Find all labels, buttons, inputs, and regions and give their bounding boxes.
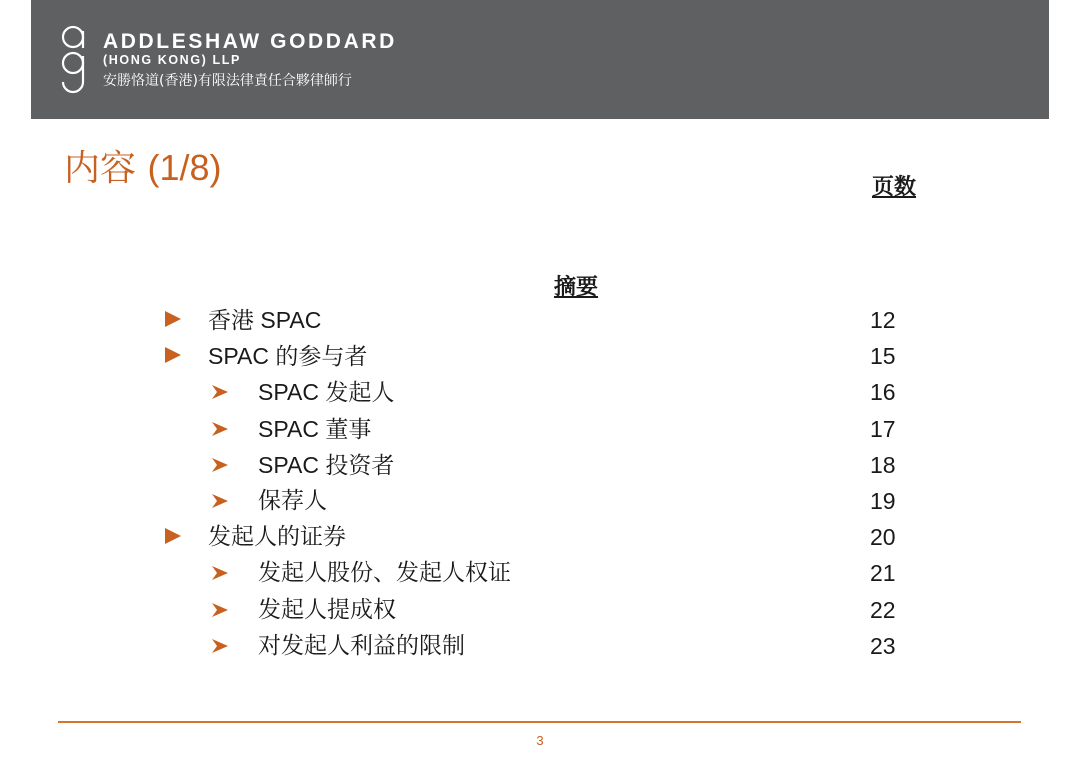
toc-item-page-number: 18 <box>870 451 896 478</box>
toc-item-label-chinese: 投资者 <box>325 452 395 479</box>
section-title: 摘要 <box>554 274 599 300</box>
toc-item-label-chinese: 香港 <box>208 308 254 334</box>
toc-item-label-latin: SPAC <box>258 415 326 442</box>
arrowhead-bullet-icon <box>211 420 229 438</box>
toc-item-label-chinese: 发起人提成权 <box>258 596 396 623</box>
toc-item-page-number: 19 <box>870 488 896 514</box>
toc-item-label-latin: SPAC <box>208 343 276 370</box>
toc-item <box>0 519 1080 555</box>
arrowhead-bullet-icon <box>211 383 229 401</box>
toc-item-label-chinese: 的参与者 <box>275 344 368 371</box>
firm-chinese-name: 安勝恪道(香港)有限法律責任合夥律師行 <box>103 73 352 89</box>
toc-item <box>0 302 1080 338</box>
firm-subtitle: (HONG KONG) LLP <box>103 53 241 67</box>
toc-item-label-chinese: 发起人的证券 <box>208 524 346 551</box>
arrowhead-bullet-icon <box>211 637 229 655</box>
header-banner <box>31 0 1049 119</box>
arrowhead-bullet-icon <box>211 564 229 582</box>
toc-item-label <box>208 338 367 375</box>
toc-item <box>0 411 1080 447</box>
toc-item-page-number: 20 <box>870 524 896 551</box>
toc-item-label <box>258 483 327 519</box>
toc-item-label-latin: SPAC <box>258 379 326 406</box>
toc-item-page-number: 21 <box>870 560 896 587</box>
toc-item-page-number: 22 <box>870 596 896 623</box>
toc-item-label-tail: SPAC <box>254 307 322 333</box>
footer-page-number: 3 <box>536 733 544 748</box>
toc-item-page-number: 17 <box>870 415 896 442</box>
toc-item-label <box>258 628 465 664</box>
page-title-number: (1/8) <box>147 147 222 188</box>
page-title-chinese: 内容 <box>64 148 137 189</box>
toc-item-label-latin: SPAC <box>258 451 326 478</box>
toc-item-label <box>258 592 396 628</box>
arrowhead-bullet-icon <box>211 456 229 474</box>
toc-item-page-number: 15 <box>870 343 896 370</box>
toc-item-page-number: 23 <box>870 632 896 659</box>
triangle-bullet-icon <box>163 345 183 365</box>
toc-item-label <box>258 411 371 448</box>
toc-item <box>0 338 1080 374</box>
toc-item-label-chinese: 对发起人利益的限制 <box>258 632 465 659</box>
pages-column-header: 页数 <box>872 174 917 200</box>
toc-item-label <box>258 374 394 411</box>
toc-item <box>0 483 1080 519</box>
firm-name: ADDLESHAW GODDARD <box>103 30 397 53</box>
footer-divider <box>58 721 1021 723</box>
toc-item-label-chinese: 发起人股份、发起人权证 <box>258 560 511 587</box>
toc-item-label <box>208 519 346 555</box>
toc-item <box>0 447 1080 483</box>
toc-item-page-number: 16 <box>870 379 896 406</box>
toc-item-label <box>208 302 321 339</box>
toc-item <box>0 555 1080 591</box>
toc-item-label-chinese: 保荐人 <box>258 488 327 514</box>
toc-item-label-chinese: 发起人 <box>325 380 395 407</box>
arrowhead-bullet-icon <box>211 601 229 619</box>
toc-item <box>0 628 1080 664</box>
arrowhead-bullet-icon <box>211 492 229 510</box>
toc-item-label <box>258 555 511 591</box>
firm-logo-icon <box>59 24 89 94</box>
triangle-bullet-icon <box>163 309 183 329</box>
triangle-bullet-icon <box>163 526 183 546</box>
toc-item-label <box>258 447 394 484</box>
toc-item-label-chinese: 董事 <box>325 416 372 443</box>
toc-item <box>0 374 1080 410</box>
toc-item-page-number: 12 <box>870 307 896 333</box>
page-title <box>64 140 222 191</box>
toc-item <box>0 592 1080 628</box>
